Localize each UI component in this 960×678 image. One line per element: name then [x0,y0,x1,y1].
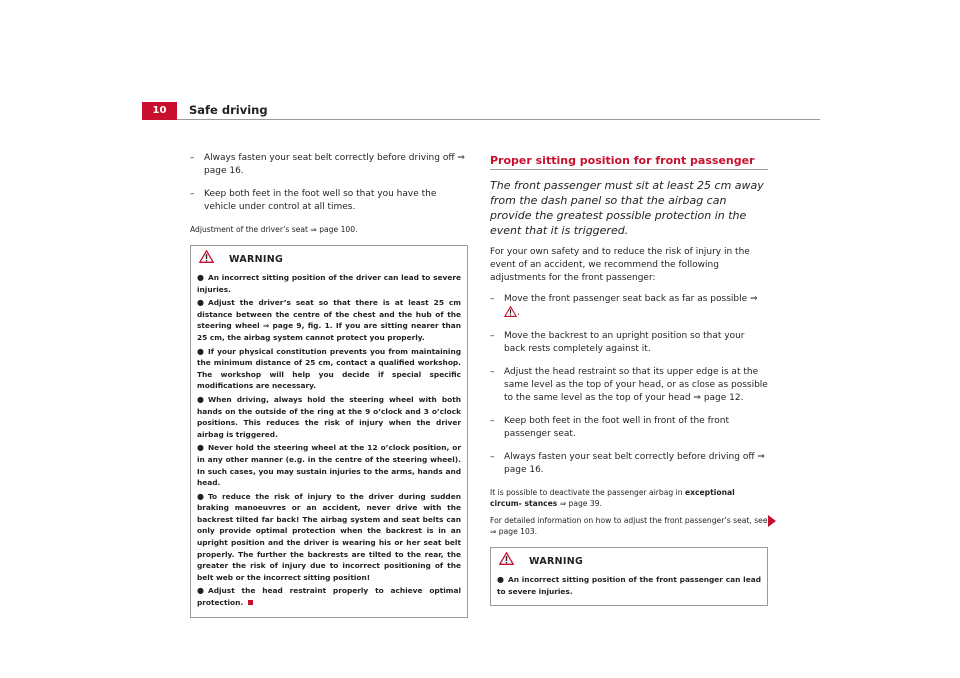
step-text: Move the front passenger seat back as far as possible ⇒ [504,294,758,304]
end-of-section-icon [248,600,253,605]
step-dash: – [490,367,495,377]
bullet-icon: ● [197,586,204,596]
warning-item: ● Adjust the head restraint properly to achieve optimal protection. [197,586,461,608]
step-item [490,366,768,405]
header-rule [177,119,820,120]
step-item [490,451,768,477]
cross-reference-note: Adjustment of the driver’s seat ⇒ page 100. [190,225,358,234]
bullet-icon: ● [197,443,204,453]
warning-item: ● An incorrect sitting position of the front passenger can lead to severe injuries. [497,575,761,596]
bullet-icon: ● [197,273,204,282]
step-item [490,415,768,441]
warning-item: ● Adjust the driver’s seat so that there is at least 25 cm distance between the centre of the chest and the hub of the steering wheel ⇒ page 9, fig. 1. If you are sitting nearer than 25 cm, the airbag system cannot protect you properly. [197,298,461,342]
step-text: Move the backrest to an upright position so that your back rests completely against it. [504,331,745,354]
warning-triangle-icon [199,250,214,263]
warning-triangle-icon [504,306,517,317]
step-item: – Move the front passenger seat back as far as possible ⇒ . [490,294,758,318]
continue-arrow-icon [768,515,776,527]
bullet-icon: ● [197,394,204,404]
warning-header [197,246,461,270]
step-dash: – [490,452,495,462]
bullet-icon: ● [197,346,204,356]
warning-triangle-icon [499,552,514,565]
warning-item: ● To reduce the risk of injury to the driver during sudden braking manoeuvres or an accident, never drive with the backrest tilted far back! The airbag system and seat belts can only provide optimal protection when the backrest is in an upright position and the driver is wearing his or her seat belt properly. The further the backrests are tilted to the rear, the greater the risk of injury due to incorrect positioning of the belt web or the incorrect sitting position! [197,491,461,582]
body-paragraph: For your own safety and to reduce the risk of injury in the event of an accident, we recommend the following adjustments for the front passenger: [490,247,750,283]
warning-box [490,547,768,606]
warning-item: ● When driving, always hold the steering wheel with both hands on the outside of the ring at the 9 o’clock and 3 o’clock positions. This reduces the risk of injury when the driver airbag is triggered. [197,394,461,439]
seat-adjust-note: For detailed information on how to adjust the front passenger’s seat, see ⇒ page 103. [490,516,768,536]
section-intro: The front passenger must sit at least 25 cm away from the dash panel so that the airbag can provide the greatest possible protection in the event that it is triggered. [490,179,764,237]
step-item [190,152,468,178]
step-dash: – [490,294,495,304]
step-text: Keep both feet in the foot well so that you have the vehicle under control at all times. [204,189,437,212]
step-text: Always fasten your seat belt correctly before driving off ⇒ page 16. [204,153,465,176]
bullet-icon: ● [197,298,204,308]
page-header [142,102,820,120]
airbag-deactivation-note: It is possible to deactivate the passenger airbag in exceptional circum- stances ⇒ page 39. [490,488,735,508]
step-dash: – [190,153,195,163]
warning-item: ● If your physical constitution prevents you from maintaining the minimum distance of 25 cm, contact a qualified workshop. The workshop will help you decide if special specific modifications are necessary. [197,346,461,391]
warning-item: ● An incorrect sitting position of the driver can lead to severe injuries. [197,273,461,294]
section-title: Proper sitting position for front passenger [490,154,768,170]
warning-item: ● Never hold the steering wheel at the 12 o’clock position, or in any other manner (e.g. in the centre of the steering wheel). In such cases, you may sustain injuries to the arms, hands and head. [197,443,461,488]
warning-box [190,245,468,618]
warning-title: WARNING [229,254,284,265]
step-dash: – [190,189,195,199]
warning-header [497,548,761,572]
step-dash: – [490,416,495,426]
bullet-icon: ● [197,491,204,501]
step-item [190,188,468,214]
step-dash: – [490,331,495,341]
step-item [490,330,768,356]
step-text: Adjust the head restraint so that its upper edge is at the same level as the top of your head, or as close as possible to the same level as the top of your head ⇒ page 12. [504,367,768,403]
bullet-icon: ● [497,575,504,584]
step-text: Always fasten your seat belt correctly before driving off ⇒ page 16. [504,452,765,475]
page-number: 10 [142,102,177,120]
right-column [490,152,768,606]
warning-title: WARNING [529,556,584,567]
step-text: Keep both feet in the foot well in front of the front passenger seat. [504,416,729,439]
chapter-title: Safe driving [189,103,268,117]
left-column [190,152,468,618]
